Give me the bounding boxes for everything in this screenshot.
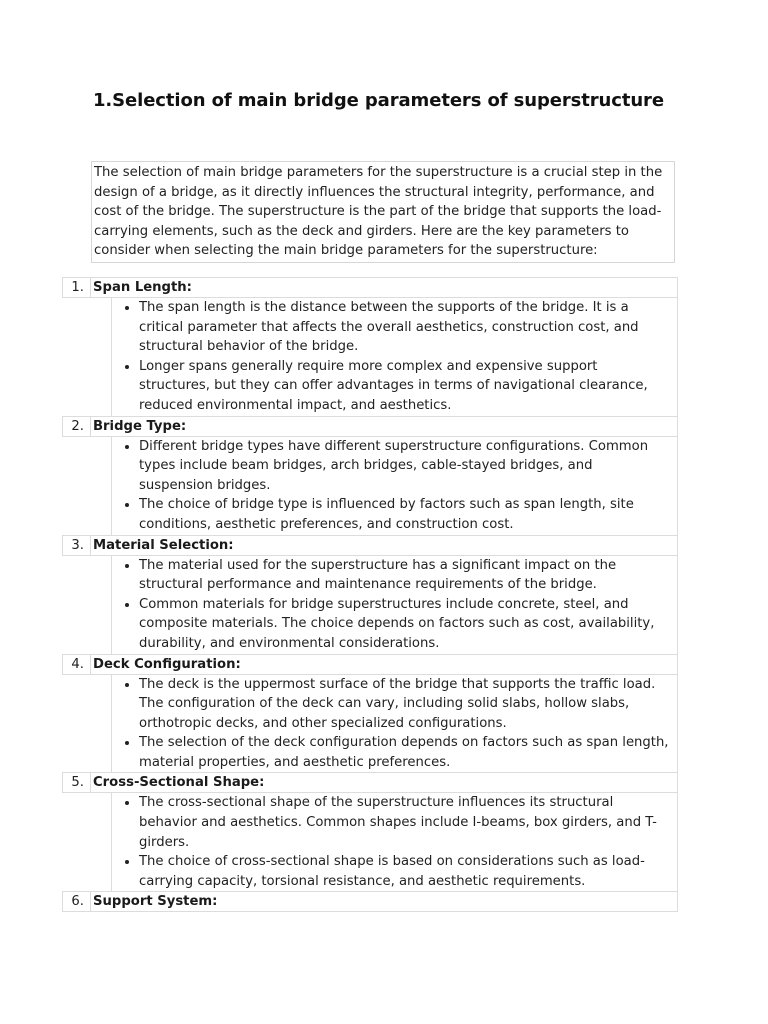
- bullet-list: [112, 793, 677, 891]
- document-title: 1.Selection of main bridge parameters of superstructure: [93, 90, 664, 111]
- intro-paragraph: The selection of main bridge parameters for the superstructure is a crucial step in the design of a bridge, as it directly influences the structural integrity, performance, and cost of the bridge. The superstructure is the part of the bridge that supports the load-carrying elements, such as the deck and girders. Here are the key parameters to consider when selecting the main bridge parameters for the superstructure:: [91, 161, 675, 263]
- bullet-list: [112, 556, 677, 654]
- parameter-number: 1.: [63, 278, 91, 298]
- parameter-heading-row: [63, 892, 678, 912]
- bullet-list: [112, 437, 677, 535]
- bullet-item: • The choice of cross-sectional shape is based on considerations such as load-carrying capacity, torsional resistance, and aesthetic requirements.: [139, 852, 669, 891]
- parameter-number: 2.: [63, 416, 91, 436]
- indent-cell: [63, 298, 112, 417]
- bullet-item: • The material used for the superstructure has a significant impact on the structural performance and maintenance requirements of the bridge.: [139, 556, 669, 595]
- parameters-table: [62, 277, 678, 912]
- indent-cell: [63, 674, 112, 773]
- indent-cell: [63, 555, 112, 654]
- bullet-item: • The deck is the uppermost surface of the bridge that supports the traffic load. The configuration of the deck can vary, including solid slabs, hollow slabs, orthotropic decks, and other specialized configurations.: [139, 675, 669, 734]
- parameter-number: 4.: [63, 654, 91, 674]
- parameter-number: 6.: [63, 892, 91, 912]
- parameter-heading: Deck Configuration:: [91, 654, 678, 674]
- parameter-details-row: [63, 793, 678, 892]
- bullet-list: [112, 675, 677, 773]
- parameter-number: 3.: [63, 535, 91, 555]
- parameter-details: [112, 674, 678, 773]
- parameter-details-row: [63, 674, 678, 773]
- parameter-heading-row: [63, 654, 678, 674]
- parameter-heading-row: [63, 535, 678, 555]
- bullet-item: • The selection of the deck configuration depends on factors such as span length, material properties, and aesthetic preferences.: [139, 733, 669, 772]
- bullet-item: • The choice of bridge type is influenced by factors such as span length, site conditions, aesthetic preferences, and construction cost.: [139, 495, 669, 534]
- bullet-item: • The span length is the distance between the supports of the bridge. It is a critical parameter that affects the overall aesthetics, construction cost, and structural behavior of the bridge.: [139, 298, 669, 357]
- parameter-number: 5.: [63, 773, 91, 793]
- parameter-heading: Material Selection:: [91, 535, 678, 555]
- bullet-item: • The cross-sectional shape of the superstructure influences its structural behavior and aesthetics. Common shapes include I-beams, box girders, and T-girders.: [139, 793, 669, 852]
- parameter-heading-row: [63, 773, 678, 793]
- parameter-heading: Cross-Sectional Shape:: [91, 773, 678, 793]
- parameter-heading: Span Length:: [91, 278, 678, 298]
- indent-cell: [63, 436, 112, 535]
- parameter-details-row: [63, 555, 678, 654]
- parameter-details-row: [63, 298, 678, 417]
- parameter-details: [112, 436, 678, 535]
- parameter-heading-row: [63, 416, 678, 436]
- bullet-item: • Different bridge types have different superstructure configurations. Common types include beam bridges, arch bridges, cable-stayed bridges, and suspension bridges.: [139, 437, 669, 496]
- bullet-item: • Common materials for bridge superstructures include concrete, steel, and composite materials. The choice depends on factors such as cost, availability, durability, and environmental considerations.: [139, 595, 669, 654]
- parameter-details: [112, 298, 678, 417]
- parameter-details: [112, 793, 678, 892]
- parameter-heading: Support System:: [91, 892, 678, 912]
- bullet-item: • Longer spans generally require more complex and expensive support structures, but they can offer advantages in terms of navigational clearance, reduced environmental impact, and aesthetics.: [139, 357, 669, 416]
- bullet-list: [112, 298, 677, 416]
- parameter-details-row: [63, 436, 678, 535]
- parameter-heading-row: [63, 278, 678, 298]
- parameter-details: [112, 555, 678, 654]
- parameter-heading: Bridge Type:: [91, 416, 678, 436]
- indent-cell: [63, 793, 112, 892]
